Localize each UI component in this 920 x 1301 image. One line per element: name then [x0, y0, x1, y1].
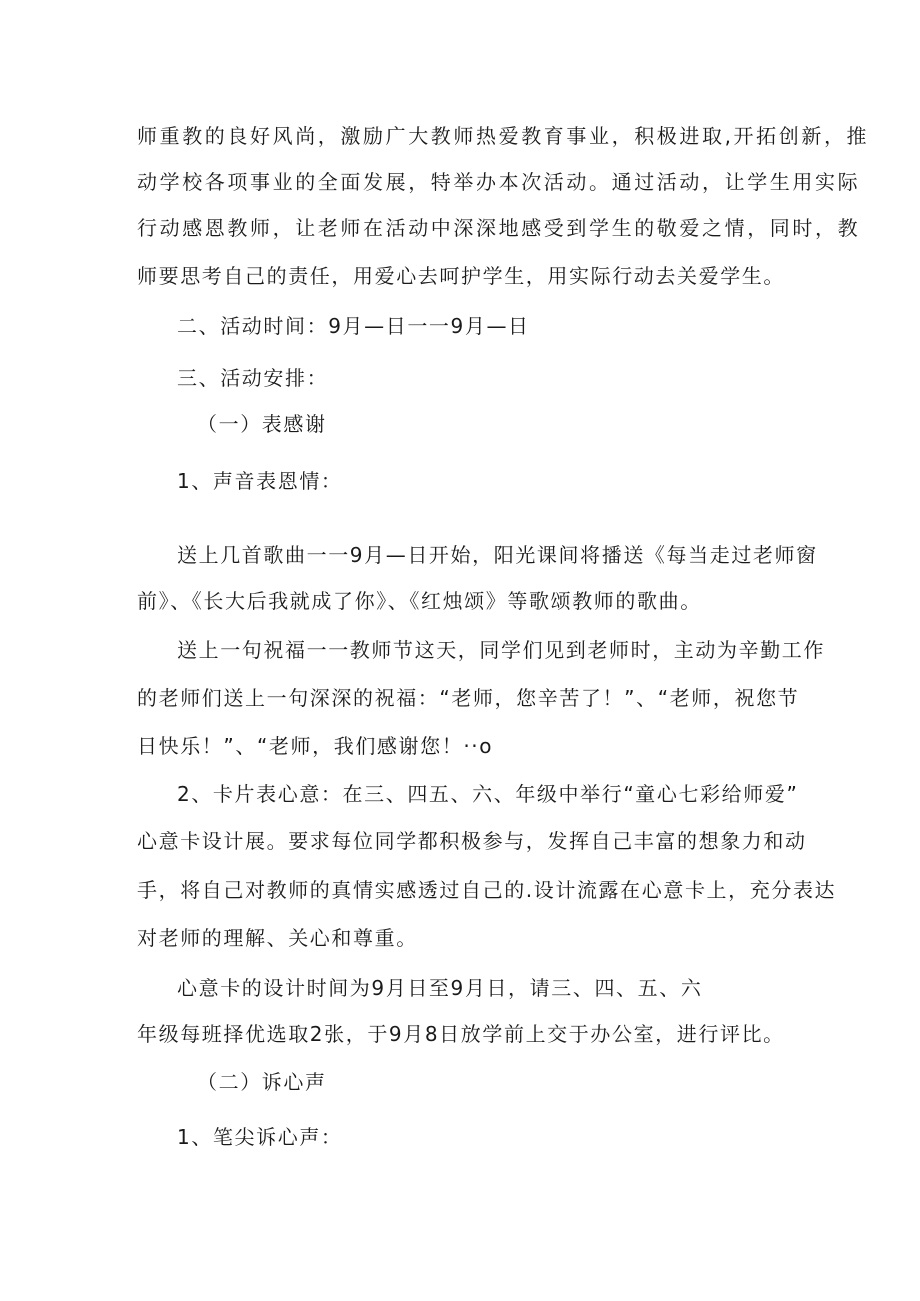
paragraph-line: 师重教的良好风尚，激励广大教师热爱教育事业，积极进取,开拓创新，推 — [137, 124, 870, 148]
section-heading-arrangement: 三、活动安排： — [177, 366, 329, 390]
paragraph-line: 年级每班择优选取2张，于9月8日放学前上交于办公室，进行评比。 — [137, 1022, 785, 1046]
paragraph-line: 动学校各项事业的全面发展，特举办本次活动。通过活动，让学生用实际 — [137, 170, 861, 194]
paragraph-line: 2、卡片表心意：在三、四五、六、年级中举行“童心七彩给师爱” — [177, 782, 799, 806]
paragraph-line: 师要思考自己的责任，用爱心去呵护学生，用实际行动去关爱学生。 — [137, 264, 785, 288]
subsection-heading-voice: （二）诉心声 — [197, 1070, 327, 1094]
paragraph-line: 心意卡的设计时间为9月日至9月日，请三、四、五、六 — [177, 976, 703, 1000]
section-heading-time: 二、活动时间：9月—日一一9月—日 — [177, 314, 530, 338]
paragraph-line: 送上几首歌曲一一9月—日开始，阳光课间将播送《每当走过老师窗 — [177, 543, 818, 567]
item-heading-voice: 1、声音表恩情： — [177, 469, 343, 493]
item-heading-pen: 1、笔尖诉心声： — [177, 1125, 343, 1149]
paragraph-line: 日快乐！”、“老师，我们感谢您！··o — [137, 734, 494, 758]
paragraph-line: 对老师的理解、关心和尊重。 — [137, 926, 418, 950]
paragraph-line: 行动感恩教师，让老师在活动中深深地感受到学生的敬爱之情，同时，教 — [137, 216, 861, 240]
paragraph-line: 前》、《长大后我就成了你》、《红烛颂》等歌颂教师的歌曲。 — [137, 589, 702, 613]
paragraph-line: 心意卡设计展。要求每位同学都积极参与，发挥自己丰富的想象力和动 — [137, 829, 807, 853]
subsection-heading-thanks: （一）表感谢 — [197, 412, 327, 436]
paragraph-line: 送上一句祝福一一教师节这天，同学们见到老师时，主动为辛勤工作 — [177, 638, 825, 662]
paragraph-line: 的老师们送上一句深深的祝福：“老师，您辛苦了！”、“老师，祝您节 — [137, 686, 800, 710]
paragraph-line: 手，将自己对教师的真情实感透过自己的.设计流露在心意卡上，充分表达 — [137, 878, 837, 902]
